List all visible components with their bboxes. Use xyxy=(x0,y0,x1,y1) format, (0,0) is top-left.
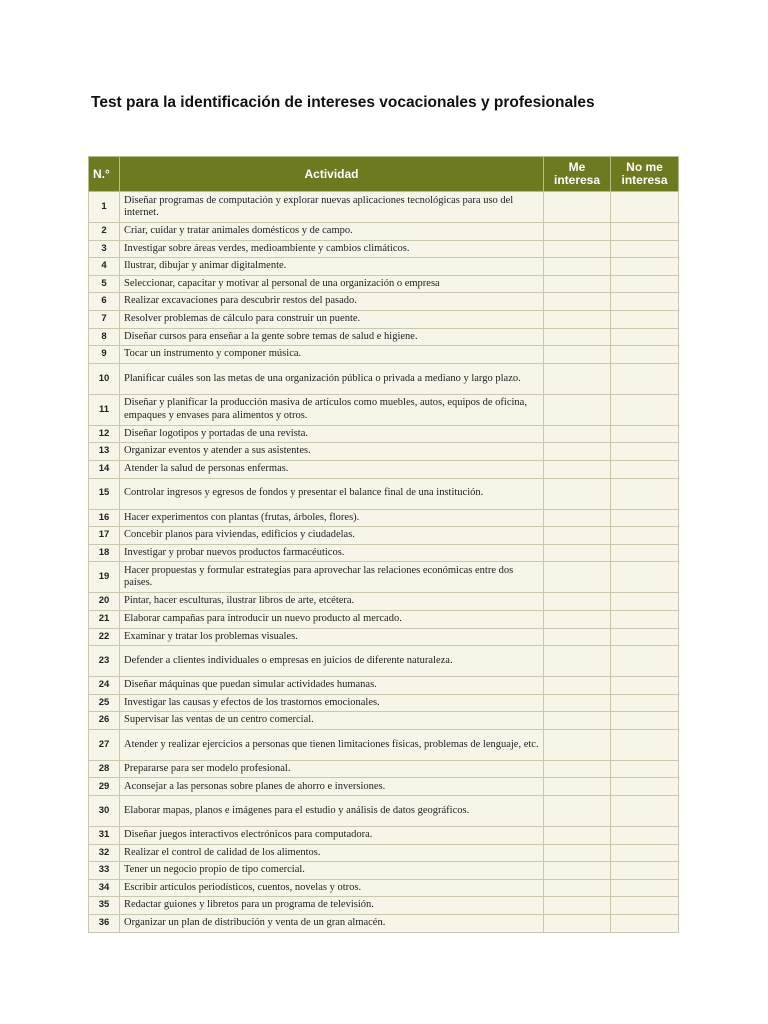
me-interesa-cell[interactable] xyxy=(544,425,611,443)
table-row xyxy=(89,293,679,311)
row-number: 13 xyxy=(89,443,120,461)
table-body xyxy=(89,192,679,933)
table-row xyxy=(89,844,679,862)
no-me-interesa-cell[interactable] xyxy=(611,240,679,258)
activity-text: Defender a clientes individuales o empresas en juicios de diferente naturaleza. xyxy=(120,646,544,677)
table-row xyxy=(89,862,679,880)
me-interesa-cell[interactable] xyxy=(544,827,611,845)
row-number: 26 xyxy=(89,712,120,730)
table-row xyxy=(89,562,679,593)
me-interesa-cell[interactable] xyxy=(544,796,611,827)
no-me-interesa-cell[interactable] xyxy=(611,310,679,328)
me-interesa-cell[interactable] xyxy=(544,478,611,509)
row-number: 28 xyxy=(89,760,120,778)
activity-text: Atender la salud de personas enfermas. xyxy=(120,460,544,478)
table-row xyxy=(89,610,679,628)
no-me-interesa-cell[interactable] xyxy=(611,258,679,276)
no-me-interesa-cell[interactable] xyxy=(611,328,679,346)
table-row xyxy=(89,677,679,695)
no-me-interesa-cell[interactable] xyxy=(611,509,679,527)
row-number: 5 xyxy=(89,275,120,293)
table-row xyxy=(89,593,679,611)
no-me-interesa-cell[interactable] xyxy=(611,879,679,897)
header-number: N.° xyxy=(89,157,120,192)
me-interesa-cell[interactable] xyxy=(544,677,611,695)
row-number: 34 xyxy=(89,879,120,897)
activity-text: Organizar un plan de distribución y venta de un gran almacén. xyxy=(120,915,544,933)
table-row xyxy=(89,310,679,328)
no-me-interesa-cell[interactable] xyxy=(611,443,679,461)
activity-text: Diseñar máquinas que puedan simular actividades humanas. xyxy=(120,677,544,695)
activity-text: Pintar, hacer esculturas, ilustrar libros de arte, etcétera. xyxy=(120,593,544,611)
activity-text: Controlar ingresos y egresos de fondos y presentar el balance final de una institución. xyxy=(120,478,544,509)
me-interesa-cell[interactable] xyxy=(544,729,611,760)
me-interesa-cell[interactable] xyxy=(544,328,611,346)
row-number: 19 xyxy=(89,562,120,593)
row-number: 21 xyxy=(89,610,120,628)
activity-text: Resolver problemas de cálculo para construir un puente. xyxy=(120,310,544,328)
row-number: 32 xyxy=(89,844,120,862)
activity-text: Elaborar mapas, planos e imágenes para el estudio y análisis de datos geográficos. xyxy=(120,796,544,827)
header-me-interesa: Me interesa xyxy=(544,157,611,192)
table-row xyxy=(89,346,679,364)
table-row xyxy=(89,275,679,293)
row-number: 33 xyxy=(89,862,120,880)
me-interesa-cell[interactable] xyxy=(544,460,611,478)
no-me-interesa-cell[interactable] xyxy=(611,460,679,478)
me-interesa-cell[interactable] xyxy=(544,258,611,276)
me-interesa-cell[interactable] xyxy=(544,844,611,862)
me-interesa-cell[interactable] xyxy=(544,760,611,778)
me-interesa-cell[interactable] xyxy=(544,694,611,712)
row-number: 27 xyxy=(89,729,120,760)
table-row xyxy=(89,394,679,425)
header-no-me-interesa: No me interesa xyxy=(611,157,679,192)
me-interesa-cell[interactable] xyxy=(544,646,611,677)
row-number: 14 xyxy=(89,460,120,478)
activity-text: Investigar sobre áreas verdes, medioambiente y cambios climáticos. xyxy=(120,240,544,258)
no-me-interesa-cell[interactable] xyxy=(611,760,679,778)
table-row xyxy=(89,328,679,346)
no-me-interesa-cell[interactable] xyxy=(611,562,679,593)
no-me-interesa-cell[interactable] xyxy=(611,897,679,915)
activity-text: Tocar un instrumento y componer música. xyxy=(120,346,544,364)
me-interesa-cell[interactable] xyxy=(544,562,611,593)
me-interesa-cell[interactable] xyxy=(544,915,611,933)
row-number: 35 xyxy=(89,897,120,915)
activity-text: Criar, cuidar y tratar animales domésticos y de campo. xyxy=(120,223,544,241)
me-interesa-cell[interactable] xyxy=(544,778,611,796)
table-row xyxy=(89,712,679,730)
table-row xyxy=(89,628,679,646)
row-number: 29 xyxy=(89,778,120,796)
me-interesa-cell[interactable] xyxy=(544,527,611,545)
me-interesa-cell[interactable] xyxy=(544,293,611,311)
activity-text: Investigar las causas y efectos de los trastornos emocionales. xyxy=(120,694,544,712)
activity-text: Planificar cuáles son las metas de una organización pública o privada a mediano y largo plazo. xyxy=(120,363,544,394)
row-number: 11 xyxy=(89,394,120,425)
table-row xyxy=(89,223,679,241)
row-number: 2 xyxy=(89,223,120,241)
table-row xyxy=(89,646,679,677)
table-row xyxy=(89,778,679,796)
no-me-interesa-cell[interactable] xyxy=(611,646,679,677)
activity-text: Organizar eventos y atender a sus asistentes. xyxy=(120,443,544,461)
table-row xyxy=(89,915,679,933)
no-me-interesa-cell[interactable] xyxy=(611,223,679,241)
row-number: 7 xyxy=(89,310,120,328)
me-interesa-cell[interactable] xyxy=(544,879,611,897)
table-row xyxy=(89,527,679,545)
table-row xyxy=(89,729,679,760)
row-number: 15 xyxy=(89,478,120,509)
row-number: 36 xyxy=(89,915,120,933)
table-header-row xyxy=(89,157,679,192)
row-number: 22 xyxy=(89,628,120,646)
row-number: 24 xyxy=(89,677,120,695)
me-interesa-cell[interactable] xyxy=(544,712,611,730)
me-interesa-cell[interactable] xyxy=(544,509,611,527)
me-interesa-cell[interactable] xyxy=(544,310,611,328)
row-number: 20 xyxy=(89,593,120,611)
me-interesa-cell[interactable] xyxy=(544,544,611,562)
no-me-interesa-cell[interactable] xyxy=(611,346,679,364)
row-number: 16 xyxy=(89,509,120,527)
no-me-interesa-cell[interactable] xyxy=(611,293,679,311)
no-me-interesa-cell[interactable] xyxy=(611,425,679,443)
activity-text: Investigar y probar nuevos productos farmacéuticos. xyxy=(120,544,544,562)
no-me-interesa-cell[interactable] xyxy=(611,796,679,827)
table-row xyxy=(89,694,679,712)
row-number: 8 xyxy=(89,328,120,346)
no-me-interesa-cell[interactable] xyxy=(611,694,679,712)
me-interesa-cell[interactable] xyxy=(544,240,611,258)
row-number: 23 xyxy=(89,646,120,677)
no-me-interesa-cell[interactable] xyxy=(611,478,679,509)
no-me-interesa-cell[interactable] xyxy=(611,394,679,425)
no-me-interesa-cell[interactable] xyxy=(611,677,679,695)
activity-text: Examinar y tratar los problemas visuales. xyxy=(120,628,544,646)
table-row xyxy=(89,240,679,258)
table-row xyxy=(89,544,679,562)
row-number: 17 xyxy=(89,527,120,545)
activity-text: Diseñar cursos para enseñar a la gente sobre temas de salud e higiene. xyxy=(120,328,544,346)
row-number: 3 xyxy=(89,240,120,258)
table-row xyxy=(89,425,679,443)
me-interesa-cell[interactable] xyxy=(544,593,611,611)
activity-text: Realizar el control de calidad de los alimentos. xyxy=(120,844,544,862)
table-row xyxy=(89,363,679,394)
me-interesa-cell[interactable] xyxy=(544,897,611,915)
activity-text: Tener un negocio propio de tipo comercial. xyxy=(120,862,544,880)
row-number: 4 xyxy=(89,258,120,276)
row-number: 12 xyxy=(89,425,120,443)
row-number: 18 xyxy=(89,544,120,562)
activity-text: Escribir artículos periodísticos, cuentos, novelas y otros. xyxy=(120,879,544,897)
no-me-interesa-cell[interactable] xyxy=(611,862,679,880)
me-interesa-cell[interactable] xyxy=(544,363,611,394)
activity-text: Supervisar las ventas de un centro comercial. xyxy=(120,712,544,730)
no-me-interesa-cell[interactable] xyxy=(611,192,679,223)
table-row xyxy=(89,827,679,845)
row-number: 25 xyxy=(89,694,120,712)
row-number: 10 xyxy=(89,363,120,394)
activity-text: Seleccionar, capacitar y motivar al personal de una organización o empresa xyxy=(120,275,544,293)
activity-text: Redactar guiones y libretos para un programa de televisión. xyxy=(120,897,544,915)
me-interesa-cell[interactable] xyxy=(544,443,611,461)
table-row xyxy=(89,760,679,778)
no-me-interesa-cell[interactable] xyxy=(611,628,679,646)
table-row xyxy=(89,443,679,461)
row-number: 6 xyxy=(89,293,120,311)
activity-text: Prepararse para ser modelo profesional. xyxy=(120,760,544,778)
no-me-interesa-cell[interactable] xyxy=(611,712,679,730)
activity-text: Aconsejar a las personas sobre planes de ahorro e inversiones. xyxy=(120,778,544,796)
me-interesa-cell[interactable] xyxy=(544,223,611,241)
no-me-interesa-cell[interactable] xyxy=(611,363,679,394)
table-row xyxy=(89,192,679,223)
row-number: 31 xyxy=(89,827,120,845)
activity-text: Hacer experimentos con plantas (frutas, árboles, flores). xyxy=(120,509,544,527)
activity-text: Realizar excavaciones para descubrir restos del pasado. xyxy=(120,293,544,311)
table-row xyxy=(89,796,679,827)
no-me-interesa-cell[interactable] xyxy=(611,778,679,796)
activity-text: Concebir planos para viviendas, edificios y ciudadelas. xyxy=(120,527,544,545)
table-row xyxy=(89,509,679,527)
activity-text: Ilustrar, dibujar y animar digitalmente. xyxy=(120,258,544,276)
me-interesa-cell[interactable] xyxy=(544,628,611,646)
activity-text: Elaborar campañas para introducir un nuevo producto al mercado. xyxy=(120,610,544,628)
activity-text: Diseñar logotipos y portadas de una revista. xyxy=(120,425,544,443)
me-interesa-cell[interactable] xyxy=(544,346,611,364)
table-row xyxy=(89,478,679,509)
header-activity: Actividad xyxy=(120,157,544,192)
me-interesa-cell[interactable] xyxy=(544,192,611,223)
interest-survey-table xyxy=(88,156,679,933)
no-me-interesa-cell[interactable] xyxy=(611,915,679,933)
me-interesa-cell[interactable] xyxy=(544,610,611,628)
no-me-interesa-cell[interactable] xyxy=(611,275,679,293)
table-row xyxy=(89,258,679,276)
no-me-interesa-cell[interactable] xyxy=(611,593,679,611)
activity-text: Hacer propuestas y formular estrategias para aprovechar las relaciones económicas entre dos países. xyxy=(120,562,544,593)
activity-text: Diseñar juegos interactivos electrónicos para computadora. xyxy=(120,827,544,845)
row-number: 30 xyxy=(89,796,120,827)
no-me-interesa-cell[interactable] xyxy=(611,527,679,545)
no-me-interesa-cell[interactable] xyxy=(611,844,679,862)
me-interesa-cell[interactable] xyxy=(544,275,611,293)
activity-text: Diseñar programas de computación y explorar nuevas aplicaciones tecnológicas para uso del internet. xyxy=(120,192,544,223)
table-row xyxy=(89,879,679,897)
me-interesa-cell[interactable] xyxy=(544,862,611,880)
no-me-interesa-cell[interactable] xyxy=(611,610,679,628)
activity-text: Diseñar y planificar la producción masiva de artículos como muebles, autos, equipos de oficina, empaques y envases para alimentos y otros. xyxy=(120,394,544,425)
no-me-interesa-cell[interactable] xyxy=(611,544,679,562)
me-interesa-cell[interactable] xyxy=(544,394,611,425)
no-me-interesa-cell[interactable] xyxy=(611,729,679,760)
activity-text: Atender y realizar ejercicios a personas que tienen limitaciones físicas, problemas de lenguaje, etc. xyxy=(120,729,544,760)
table-row xyxy=(89,897,679,915)
table-row xyxy=(89,460,679,478)
no-me-interesa-cell[interactable] xyxy=(611,827,679,845)
row-number: 9 xyxy=(89,346,120,364)
row-number: 1 xyxy=(89,192,120,223)
page-title: Test para la identificación de intereses vocacionales y profesionales xyxy=(91,94,595,111)
